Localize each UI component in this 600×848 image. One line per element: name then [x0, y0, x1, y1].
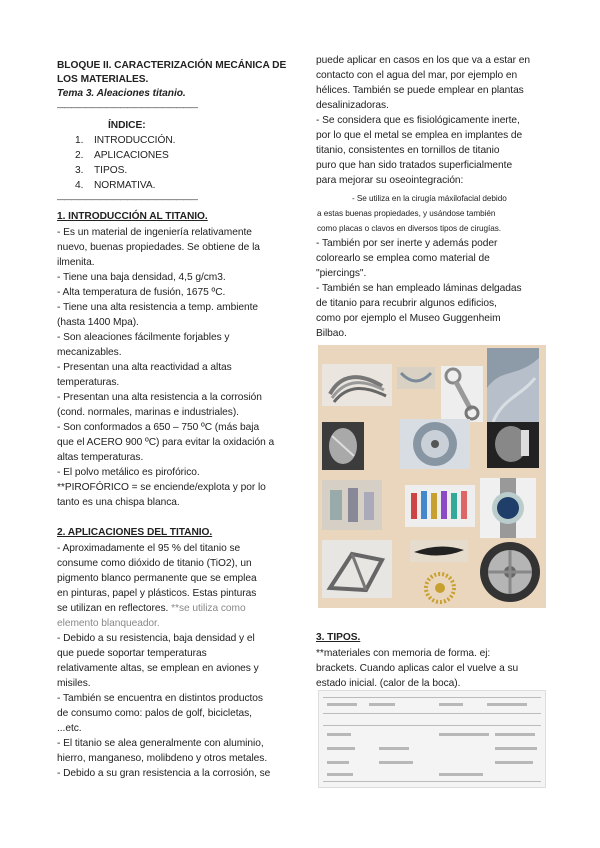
text-line: misiles. — [57, 678, 91, 689]
text-line: para mejorar su oseointegración: — [316, 175, 464, 186]
text-line: ilmenita. — [57, 257, 95, 268]
text-line: tanto es una chispa blanca. — [57, 497, 180, 508]
text-fragment: se utilizan en reflectores. — [57, 603, 172, 614]
table-cell — [439, 773, 483, 776]
table-rule — [323, 781, 541, 782]
text-line: - Presentan una alta reactividad a altas — [57, 362, 232, 373]
text-line: mecanizables. — [57, 347, 122, 358]
section1-title: 1. INTRODUCCIÓN AL TITANIO. — [57, 211, 208, 222]
jet-engine-image — [400, 419, 470, 469]
gray-note: **se utiliza como — [171, 603, 246, 614]
titanium-implants-image — [322, 480, 382, 530]
text-line: - Tiene una alta resistencia a temp. ambiente — [57, 302, 259, 313]
index-num: 3. — [75, 165, 84, 176]
text-line: - También por ser inerte y además poder — [316, 238, 498, 249]
text-line: contacto con el agua del mar, por ejemplo en — [316, 70, 518, 81]
wristwatch-image — [480, 478, 536, 538]
text-line: - Alta temperatura de fusión, 1675 ºC. — [57, 287, 226, 298]
bicycle-frame-image — [322, 540, 392, 598]
index-item: NORMATIVA. — [94, 180, 156, 191]
small-text-line: a estas buenas propiedades, y usándose también — [317, 209, 496, 218]
table-cell — [379, 747, 409, 750]
text-line: - Son aleaciones fácilmente forjables y — [57, 332, 230, 343]
text-line: por lo que el metal se emplea en implantes de — [316, 130, 523, 141]
text-line: **materiales con memoria de forma. ej: — [316, 648, 491, 659]
text-line: titanio, consistentes en tornillos de titanio — [316, 145, 500, 156]
index-item: TIPOS. — [94, 165, 128, 176]
text-line: - También se encuentra en distintos productos — [57, 693, 263, 704]
text-line: - Debido a su gran resistencia a la corrosión, se — [57, 768, 271, 779]
page-title-line2: LOS MATERIALES. — [57, 74, 149, 85]
gray-note-line: elemento blanqueador. — [57, 618, 160, 629]
text-line: - También se han empleado láminas delgadas — [316, 283, 522, 294]
text-line: pigmento blanco permanente que se emplea — [57, 573, 257, 584]
text-line: - Son conformados a 650 – 750 ºC (más baja — [57, 422, 260, 433]
text-line: - Aproximadamente el 95 % del titanio se — [57, 543, 241, 554]
table-cell — [327, 761, 349, 764]
small-text-line: - Se utiliza en la cirugía máxilofacial debido — [352, 194, 507, 203]
text-line: en pinturas, papel y plásticos. Estas pinturas — [57, 588, 257, 599]
text-line: "piercings". — [316, 268, 367, 279]
text-line: colorearlo se emplea como material de — [316, 253, 490, 264]
table-cell — [379, 761, 413, 764]
text-line: puro que han sido tratados superficialmente — [316, 160, 513, 171]
index-num: 1. — [75, 135, 84, 146]
text-line: (hasta 1400 Mpa). — [57, 317, 139, 328]
text-line: - Debido a su resistencia, baja densidad y el — [57, 633, 255, 644]
text-line: que puede soportar temperaturas — [57, 648, 207, 659]
car-wheel-image — [478, 540, 542, 604]
section3-title: 3. TIPOS. — [316, 632, 361, 643]
table-cell — [439, 703, 463, 706]
text-line: relativamente altas, se emplean en aviones y — [57, 663, 259, 674]
exhaust-pipe-image — [322, 364, 392, 406]
text-line: **PIROFÓRICO = se enciende/explota y por lo — [57, 482, 266, 493]
text-line: ...etc. — [57, 723, 82, 734]
small-text-line: como placas o clavos en diversos tipos de cirugías. — [317, 224, 502, 233]
guggenheim-image — [487, 348, 539, 422]
table-cell — [439, 733, 489, 736]
table-cell — [369, 703, 395, 706]
text-line: - Es un material de ingeniería relativamente — [57, 227, 252, 238]
table-cell — [327, 733, 351, 736]
page-subtitle: Tema 3. Aleaciones titanio. — [57, 88, 186, 99]
divider-bottom: ———————————————————— — [57, 195, 197, 204]
skull-xray-image — [487, 422, 539, 468]
text-line: - Presentan una alta resistencia a la corrosión — [57, 392, 262, 403]
properties-table-image — [318, 690, 546, 788]
text-line-mixed — [57, 602, 246, 616]
bike-saddle-image — [410, 540, 468, 562]
index-item: APLICACIONES — [94, 150, 169, 161]
index-num: 2. — [75, 150, 84, 161]
table-cell — [487, 703, 527, 706]
section2-title: 2. APLICACIONES DEL TITANIO. — [57, 527, 213, 538]
index-item: INTRODUCCIÓN. — [94, 135, 176, 146]
chainring-image — [415, 572, 465, 604]
table-cell — [495, 747, 537, 750]
table-rule — [323, 725, 541, 726]
text-line: puede aplicar en casos en los que va a estar en — [316, 55, 530, 66]
text-line: altas temperaturas. — [57, 452, 144, 463]
table-cell — [495, 733, 535, 736]
text-line: estado inicial. (calor de la boca). — [316, 678, 461, 689]
index-title: ÍNDICE: — [108, 120, 146, 131]
text-line: como por ejemplo el Museo Guggenheim — [316, 313, 501, 324]
text-line: de titanio para recubrir algunos edificios, — [316, 298, 497, 309]
text-line: de consumo como: palos de golf, bicicletas, — [57, 708, 252, 719]
table-rule — [323, 713, 541, 714]
page-title-line1: BLOQUE II. CARACTERIZACIÓN MECÁNICA DE — [57, 60, 287, 71]
text-line: Bilbao. — [316, 328, 347, 339]
text-line: nuevo, buenas propiedades. Se obtiene de la — [57, 242, 260, 253]
text-line: consume como dióxido de titanio (TiO2), un — [57, 558, 252, 569]
table-cell — [327, 747, 355, 750]
text-line: hélices. También se puede emplear en plantas — [316, 85, 524, 96]
table-rule — [323, 697, 541, 698]
text-line: - Se considera que es fisiológicamente inerte, — [316, 115, 520, 126]
dental-plate-image — [397, 367, 435, 389]
index-num: 4. — [75, 180, 84, 191]
text-line: brackets. Cuando aplicas calor el vuelve a su — [316, 663, 519, 674]
text-line: que el ACERO 900 ºC) para evitar la oxidación a — [57, 437, 275, 448]
colored-screws-image — [405, 485, 475, 527]
connecting-rod-image — [441, 366, 483, 422]
bone-screws-image — [322, 422, 364, 470]
table-cell — [327, 773, 353, 776]
text-line: - El polvo metálico es pirofórico. — [57, 467, 200, 478]
text-line: - El titanio se alea generalmente con aluminio, — [57, 738, 264, 749]
divider-top: ———————————————————— — [57, 103, 197, 112]
text-line: desalinizadoras. — [316, 100, 389, 111]
text-line: - Tiene una baja densidad, 4,5 g/cm3. — [57, 272, 226, 283]
table-cell — [495, 761, 533, 764]
text-line: hierro, manganeso, molibdeno y otros metales. — [57, 753, 268, 764]
text-line: temperaturas. — [57, 377, 120, 388]
table-cell — [327, 703, 357, 706]
text-line: (cond. normales, marinas e industriales). — [57, 407, 239, 418]
